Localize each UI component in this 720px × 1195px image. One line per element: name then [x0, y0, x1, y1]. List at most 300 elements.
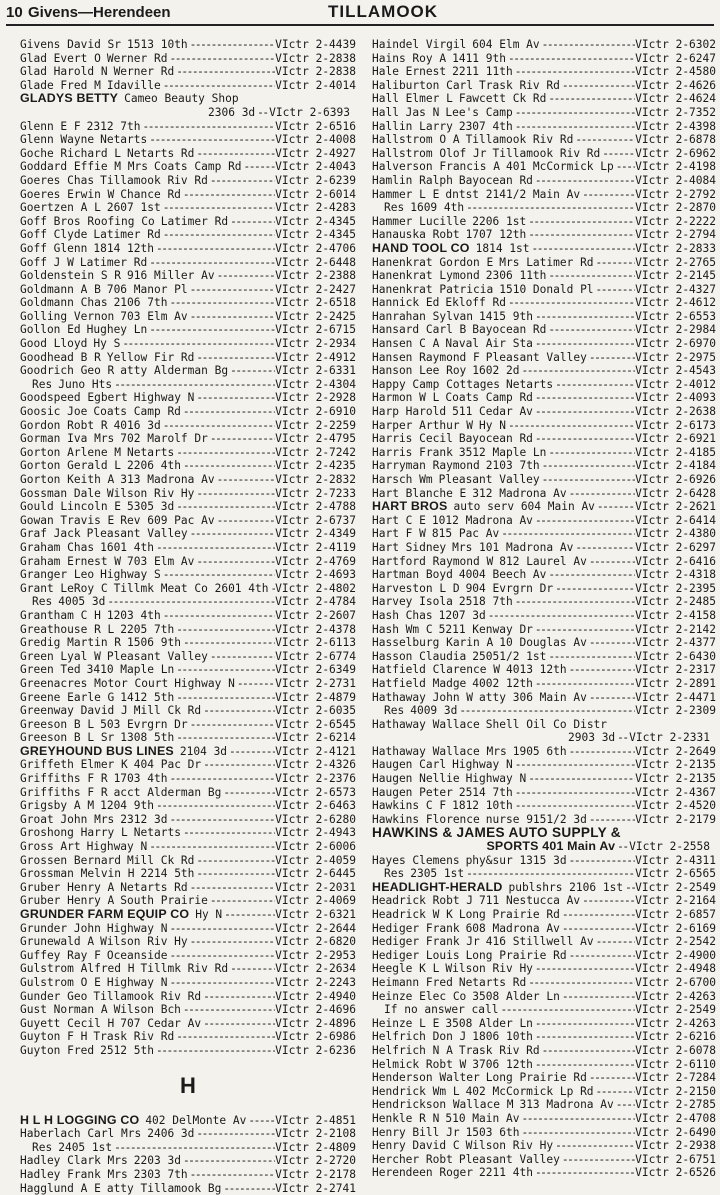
listing-name: HAWKINS & JAMES AUTO SUPPLY & — [372, 826, 621, 840]
listing-phone: VIctr 2-4624 — [635, 92, 716, 106]
listing-row — [372, 555, 716, 569]
leader-dashes — [196, 147, 275, 161]
listing-row — [372, 147, 716, 161]
listing-phone: VIctr 2-6962 — [635, 147, 716, 161]
listing-address: Mrs Latimer Rd — [493, 256, 593, 270]
leader-dashes — [183, 188, 275, 202]
listing-phone: VIctr 2-2317 — [635, 663, 716, 677]
listing-address: 703 Elm Av — [114, 310, 187, 324]
listing-address: 4009 3d — [404, 704, 457, 718]
listing-row — [20, 133, 356, 147]
listing-address: Highway N — [101, 976, 168, 990]
listing-phone: VIctr 2-2891 — [635, 677, 716, 691]
listing-phone: VIctr 2-4769 — [275, 555, 356, 569]
leader-dashes — [176, 623, 275, 637]
listing-row — [372, 527, 716, 541]
listing-address: 1602 2d — [466, 364, 519, 378]
leader-dashes — [459, 704, 635, 718]
listing-row — [20, 718, 356, 732]
leader-dashes — [176, 691, 275, 705]
listing-address: 1207 3d — [433, 609, 486, 623]
leader-dashes — [229, 745, 275, 759]
listing-phone: VIctr 2-6445 — [275, 867, 356, 881]
listing-phone: VIctr 2-4879 — [275, 691, 356, 705]
listing-phone: VIctr 2-4345 — [275, 228, 356, 242]
leader-dashes — [122, 337, 275, 351]
listing-row — [372, 990, 716, 1004]
listing-row — [20, 514, 356, 528]
leader-dashes — [176, 731, 275, 745]
listing-phone: VIctr 2-2259 — [275, 419, 356, 433]
listing-address: Pleasant Valley — [101, 650, 208, 664]
listing-row — [20, 487, 356, 501]
leader-dashes — [562, 908, 635, 922]
listing-address: Tillamook Riv Rd — [94, 174, 208, 188]
listing-address: Tillamook Riv Rd — [460, 133, 574, 147]
leader-dashes — [528, 215, 635, 229]
city-heading: TILLAMOOK — [328, 2, 438, 22]
listing-phone: VIctr 2-6247 — [635, 52, 716, 66]
listing-row — [372, 188, 716, 202]
listing-phone: VIctr 2-6857 — [635, 908, 716, 922]
listing-address: 1601 4th — [94, 541, 154, 555]
listing-row — [372, 541, 716, 555]
listing-phone: VIctr 2-4311 — [635, 854, 716, 868]
listing-name: Glad Harold N — [20, 65, 108, 79]
listing-row — [20, 799, 356, 813]
leader-dashes — [203, 758, 275, 772]
listing-row — [20, 1154, 356, 1168]
listing-address: Highway N — [128, 391, 195, 405]
listing-name: Goldmann Chas — [20, 296, 108, 310]
listing-name: Green Ted — [20, 663, 81, 677]
listing-address: 4013 12th — [500, 663, 567, 677]
listing-name: Hanenkrat Gordon E — [372, 256, 493, 270]
leader-dashes — [508, 419, 635, 433]
listing-phone: VIctr 2-4580 — [635, 65, 716, 79]
listing-phone: VIctr 2-6321 — [275, 908, 356, 922]
listing-address: Shell Oil Co Distr — [480, 718, 607, 732]
listing-name: Gould Lincoln E — [20, 500, 121, 514]
listing-address: 3508 Alder Ln — [439, 1017, 533, 1031]
listing-row — [372, 1044, 716, 1058]
leader-dashes — [210, 432, 275, 446]
listing-row — [372, 1098, 716, 1112]
listing-row — [372, 772, 716, 786]
listing-address: 1707 12th — [460, 228, 527, 242]
leader-dashes — [156, 1044, 275, 1058]
listing-row — [20, 147, 356, 161]
leader-dashes — [163, 419, 275, 433]
listing-phone: VIctr 2-2838 — [275, 52, 356, 66]
listing-name: Goff Clyde — [20, 228, 87, 242]
listing-phone: VIctr 2-6565 — [635, 867, 716, 881]
listing-address: 711 Nestucca Av — [473, 894, 580, 908]
listing-address: 402 DelMonte Av — [139, 1114, 246, 1128]
listing-name: GRUNDER FARM EQUIP CO — [20, 908, 189, 922]
listing-name: Guyett Cecil H — [20, 1017, 114, 1031]
listing-row — [372, 419, 716, 433]
listing-row — [372, 623, 716, 637]
leader-dashes — [183, 636, 275, 650]
listing-name: Heimann Fred — [372, 976, 453, 990]
listing-name: Halverson Francis A — [372, 160, 500, 174]
leader-dashes — [230, 364, 275, 378]
listing-address: 702 Marolf Dr — [114, 432, 208, 446]
listing-address: 815 Pac Av — [426, 527, 499, 541]
listing-name: Grunder John — [20, 922, 101, 936]
leader-dashes — [156, 541, 275, 555]
listing-address: Long Prairie Rd — [460, 949, 567, 963]
listing-name: Groshong Harry L — [20, 826, 128, 840]
listing-row — [372, 1003, 716, 1017]
listing-name: Hediger Frank Jr — [372, 935, 480, 949]
listing-phone: VIctr 2-2222 — [635, 215, 716, 229]
leader-dashes — [555, 1139, 635, 1153]
listing-address: Trask Riv Rd — [453, 1044, 540, 1058]
listing-address: atty Alderman Bg — [114, 364, 228, 378]
leader-dashes — [596, 283, 636, 297]
listing-name: Henry Bill Jr — [372, 1126, 460, 1140]
listing-name: Goodspeed Egbert — [20, 391, 128, 405]
leader-dashes — [589, 813, 635, 827]
listing-name: Greene Earle G — [20, 691, 114, 705]
listing-address: acct Alderman Bg — [108, 786, 222, 800]
listing-address: 313 Madrona Av — [114, 473, 214, 487]
listing-phone: VIctr 2-6518 — [275, 296, 356, 310]
listing-phone: VIctr 2-4198 — [635, 160, 716, 174]
listing-phone: VIctr 2-2928 — [275, 391, 356, 405]
listing-phone: VIctr 2-2542 — [635, 935, 716, 949]
leader-dashes — [176, 663, 275, 677]
listing-address: 503 Evrgrn Dr — [94, 718, 188, 732]
listing-address: Bayocean Rd — [453, 432, 533, 446]
listing-phone: VIctr 2-2309 — [635, 704, 716, 718]
leader-dashes — [196, 351, 275, 365]
listing-name: Hale Ernest — [372, 65, 446, 79]
listing-name: Hallstrom Olof Jr — [372, 147, 487, 161]
listing-name: Haliburton Carl — [372, 79, 473, 93]
leader-dashes — [548, 323, 635, 337]
listing-address: 2206 4th — [121, 459, 181, 473]
listing-address: Tillmk Meat Co 2601 4th — [108, 582, 269, 596]
listing-address: Rev 609 Pac Av — [114, 514, 214, 528]
listing-address: 904 Evrgrn Dr — [460, 582, 554, 596]
listing-phone: VIctr 2-2832 — [275, 473, 356, 487]
leader-dashes — [589, 1071, 635, 1085]
leader-dashes — [183, 459, 275, 473]
listing-row — [372, 79, 716, 93]
listing-row — [20, 201, 356, 215]
listing-phone: VIctr 2-6006 — [275, 840, 356, 854]
listing-row — [20, 758, 356, 772]
listing-row — [20, 52, 356, 66]
listing-address: 2104 3d — [174, 745, 227, 759]
listing-address: 1814 12th — [87, 242, 154, 256]
listing-address: Netarts — [128, 826, 181, 840]
listing-name: Glade Fred M — [20, 79, 101, 93]
listing-address: Pleasant Valley — [453, 1153, 560, 1167]
listing-address: 2306 11th — [480, 269, 547, 283]
listing-address: 2203 3d — [128, 1154, 181, 1168]
listing-address: auto serv 604 Main Av — [447, 500, 594, 514]
listing-phone: VIctr 2-2108 — [275, 1127, 356, 1141]
listing-phone: VIctr 2-2243 — [275, 976, 356, 990]
leader-dashes — [535, 174, 635, 188]
listing-row — [20, 582, 356, 596]
leader-dashes — [562, 79, 635, 93]
listing-row — [20, 473, 356, 487]
listing-phone: VIctr 2-4377 — [635, 636, 716, 650]
listing-row — [20, 269, 356, 283]
listing-phone: VIctr 2-2145 — [635, 269, 716, 283]
listing-phone: VIctr 2-6297 — [635, 541, 716, 555]
listing-row — [20, 881, 356, 895]
listing-name: Hercher Robt — [372, 1153, 453, 1167]
leader-dashes — [528, 976, 635, 990]
listing-row — [372, 283, 716, 297]
listing-phone: VIctr 2-6448 — [275, 256, 356, 270]
leader-dashes — [616, 1098, 635, 1112]
leader-dashes — [237, 677, 275, 691]
listing-row — [20, 120, 356, 134]
listing-address: Highway N — [81, 840, 148, 854]
listing-address: 416 Stillwell Av — [480, 935, 594, 949]
listing-phone: VIctr 2-6573 — [275, 786, 356, 800]
listing-name: Hatfield Clarence W — [372, 663, 500, 677]
listing-name: Grunewald A — [20, 935, 94, 949]
listing-address: Netarts Rd — [453, 976, 526, 990]
listing-address: Pleasant Valley — [480, 351, 587, 365]
leader-dashes — [548, 92, 635, 106]
listing-address: Tillamook Riv Rd — [87, 990, 201, 1004]
leader-dashes — [515, 120, 635, 134]
listing-row — [372, 201, 716, 215]
listing-address: 10 Douglas Av — [493, 636, 587, 650]
listing-name: Hanenkrat Patricia — [372, 283, 493, 297]
listing-phone: VIctr 2-4084 — [635, 174, 716, 188]
listing-row — [20, 731, 356, 745]
listing-phone: VIctr 2-4093 — [635, 391, 716, 405]
listing-phone: VIctr 2-6490 — [635, 1126, 716, 1140]
listing-address: 707 Cedar Av — [114, 1017, 201, 1031]
listing-address: Werner Rd — [101, 52, 168, 66]
listing-address: Netarts — [121, 446, 174, 460]
leader-dashes — [542, 1044, 636, 1058]
listing-address: 511 Cedar Av — [446, 405, 533, 419]
listing-row — [20, 500, 356, 514]
leader-dashes — [466, 201, 635, 215]
leader-dashes — [569, 487, 636, 501]
listing-row — [372, 500, 716, 514]
leader-dashes — [535, 514, 635, 528]
listing-row — [20, 1182, 356, 1195]
listing-row — [372, 337, 716, 351]
leader-dashes — [196, 1127, 275, 1141]
leader-dashes — [217, 269, 276, 283]
listing-address: 703 Elm Av — [121, 555, 194, 569]
listing-address: Latimer Rd — [87, 228, 160, 242]
listing-address: 401 McCormick Lp — [500, 160, 614, 174]
listing-phone: VIctr 2-4184 — [635, 459, 716, 473]
leader-dashes — [562, 990, 635, 1004]
listing-phone: VIctr 2-2765 — [635, 256, 716, 270]
listing-row — [372, 799, 716, 813]
listing-row — [372, 323, 716, 337]
listing-name: Hanrahan Sylvan — [372, 310, 473, 324]
leader-dashes — [596, 935, 636, 949]
listing-phone: VIctr 2-2485 — [635, 595, 716, 609]
listing-name: Heegle K L — [372, 962, 439, 976]
listing-row — [20, 691, 356, 705]
listing-address: 313 Madrona Av — [513, 1098, 613, 1112]
listing-row — [372, 106, 716, 120]
leader-dashes — [163, 568, 275, 582]
listing-phone: VIctr 2-2427 — [275, 283, 356, 297]
leader-dashes — [217, 473, 276, 487]
leader-dashes — [521, 1112, 635, 1126]
listing-name: Res — [384, 867, 404, 881]
listing-name: Goeres Erwin W — [20, 188, 114, 202]
listing-address: 1703 4th — [108, 772, 168, 786]
listing-name: Graham Ernest W — [20, 555, 121, 569]
leader-dashes — [535, 1058, 635, 1072]
listing-phone: VIctr 2-4043 — [275, 160, 356, 174]
listing-address: Bayocean Rd — [466, 323, 546, 337]
leader-dashes — [617, 731, 629, 745]
listing-phone: VIctr 2-6014 — [275, 188, 356, 202]
listing-name: Hart Blanche E — [372, 487, 466, 501]
listing-phone: VIctr 2-6526 — [635, 1166, 716, 1180]
listing-name: Hathaway John W — [372, 691, 473, 705]
listing-row — [20, 555, 356, 569]
listing-name: Gollon Ed — [20, 323, 81, 337]
listing-row — [20, 568, 356, 582]
listing-name: Goff Bros Roofing Co — [20, 215, 155, 229]
listing-phone: VIctr 2-6715 — [275, 323, 356, 337]
leader-dashes — [183, 1154, 275, 1168]
listing-name: Hansard Carl B — [372, 323, 466, 337]
listing-address: 312 Madrona Av — [466, 487, 566, 501]
listing-phone: VIctr 2-2135 — [635, 758, 716, 772]
listing-phone: VIctr 2-6393 — [269, 106, 350, 120]
leader-dashes — [169, 949, 275, 963]
listing-row — [372, 446, 716, 460]
listing-address: 1411 9th — [446, 52, 506, 66]
listing-address: Lee's Camp — [439, 106, 512, 120]
listing-phone: VIctr 2-2376 — [275, 772, 356, 786]
listing-name: Griffiths F R — [20, 786, 108, 800]
listing-continuation: SPORTS 401 Main Av — [486, 840, 615, 854]
listing-phone: VIctr 2-6700 — [635, 976, 716, 990]
leader-dashes — [190, 881, 276, 895]
leader-dashes — [149, 840, 275, 854]
listing-name: Hammer L E — [372, 188, 439, 202]
listing-name: HEADLIGHT-HERALD — [372, 881, 503, 895]
listing-address: 2103 7th — [480, 459, 540, 473]
listing-phone: VIctr 2-4378 — [275, 623, 356, 637]
leader-dashes — [555, 378, 635, 392]
listing-name: Goeres Chas — [20, 174, 94, 188]
listing-row — [372, 609, 716, 623]
listing-name: Greathouse R L — [20, 623, 114, 637]
leader-dashes — [569, 854, 636, 868]
listing-name: Golling Vernon — [20, 310, 114, 324]
listing-row — [20, 677, 356, 691]
listing-name: Hediger Frank — [372, 922, 460, 936]
leader-dashes — [535, 310, 635, 324]
listing-row — [372, 908, 716, 922]
listing-name: Goosic Joe — [20, 405, 87, 419]
listing-phone: VIctr 2-6414 — [635, 514, 716, 528]
listing-name: Gust Norman A — [20, 1003, 108, 1017]
listing-name: Groat John Mrs — [20, 813, 114, 827]
leader-dashes — [176, 65, 275, 79]
listing-name: Hansen C A — [372, 337, 439, 351]
listing-address: Ekloff Rd — [439, 296, 506, 310]
listing-address: dntst 2141/2 Main Av — [439, 188, 580, 202]
listing-phone: VIctr 2-2135 — [635, 772, 716, 786]
listing-row — [372, 242, 716, 256]
listing-address: Mill Ck Rd — [121, 854, 194, 868]
listing-row — [20, 962, 356, 976]
leader-dashes — [515, 799, 635, 813]
leader-dashes — [169, 813, 275, 827]
leader-dashes — [515, 758, 635, 772]
listing-address: 2312 7th — [81, 120, 141, 134]
listing-row — [20, 1141, 356, 1155]
listing-phone: VIctr 2-2388 — [275, 269, 356, 283]
listing-name: Good Lloyd — [20, 337, 87, 351]
listing-phone: VIctr 2-6113 — [275, 636, 356, 650]
leader-dashes — [190, 310, 276, 324]
listing-phone: VIctr 2-4912 — [275, 351, 356, 365]
listing-phone: VIctr 2-6430 — [635, 650, 716, 664]
listing-phone: VIctr 2-4809 — [275, 1141, 356, 1155]
leader-dashes — [508, 52, 635, 66]
listing-row — [20, 704, 356, 718]
listing-phone: VIctr 2-2142 — [635, 623, 716, 637]
listing-phone: VIctr 2-2833 — [635, 242, 716, 256]
leader-dashes — [515, 106, 635, 120]
listing-row — [20, 92, 356, 106]
listing-phone: VIctr 2-2331 — [629, 731, 710, 745]
listing-name: Hendrick Wm L — [372, 1085, 460, 1099]
leader-dashes — [203, 704, 275, 718]
listing-row — [372, 745, 716, 759]
listing-address: 1308 5th — [114, 731, 174, 745]
listing-phone: VIctr 2-2634 — [275, 962, 356, 976]
listing-row — [20, 391, 356, 405]
leader-dashes — [528, 772, 635, 786]
listing-row — [372, 1030, 716, 1044]
listing-row — [372, 310, 716, 324]
listing-phone: VIctr 2-4014 — [275, 79, 356, 93]
listing-address: 5305 3d — [121, 500, 174, 514]
leader-dashes — [217, 514, 276, 528]
listing-name: Res — [32, 595, 52, 609]
listing-address: Tillmk Riv Rd — [135, 962, 229, 976]
listing-name: Hadley Frank Mrs — [20, 1168, 128, 1182]
listing-row — [372, 38, 716, 52]
listing-address: Cameo Beauty Shop — [118, 92, 239, 106]
listing-phone: VIctr 2-2870 — [635, 201, 716, 215]
listing-row — [20, 1127, 356, 1141]
listing-name: Hartford Raymond W — [372, 555, 493, 569]
section-letter: H — [20, 1064, 356, 1108]
leader-dashes — [515, 595, 635, 609]
listing-row — [372, 636, 716, 650]
